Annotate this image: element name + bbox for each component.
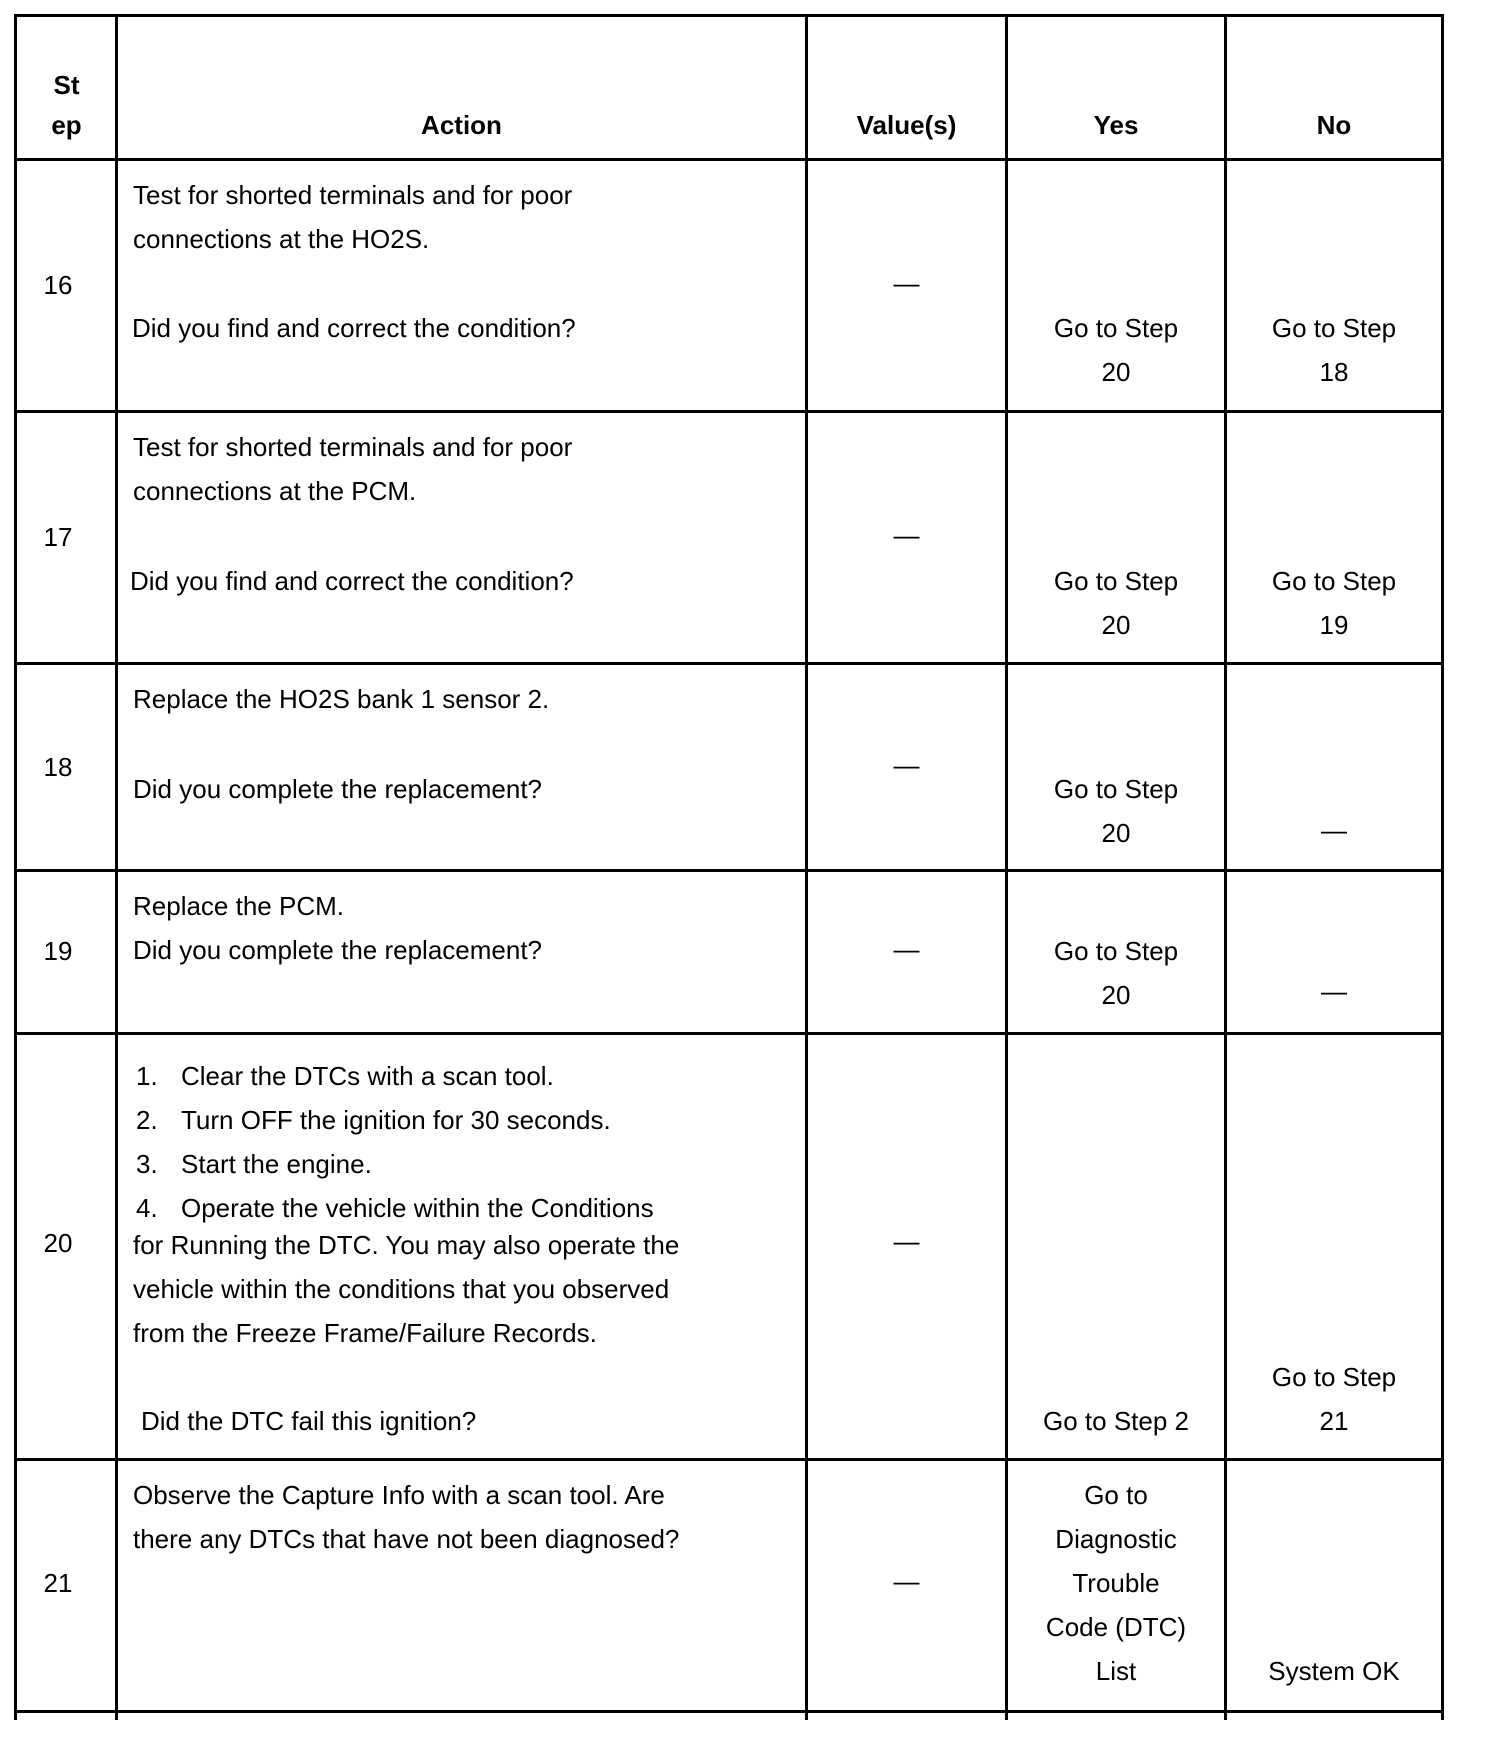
table-border-top xyxy=(14,14,1444,17)
yes-action: Go to Step xyxy=(1053,936,1179,966)
no-dash: — xyxy=(1321,976,1347,1006)
no-action: Go to Step xyxy=(1271,313,1397,343)
yes-action: Trouble xyxy=(1072,1568,1160,1598)
action-question: Did you find and correct the condition? xyxy=(132,313,576,343)
row-divider xyxy=(14,1458,1444,1461)
table-border-right xyxy=(1441,14,1444,1720)
action-text: Replace the PCM. xyxy=(133,891,344,921)
list-item xyxy=(133,1054,793,1098)
yes-action: Go to Step xyxy=(1053,313,1179,343)
action-text: from the Freeze Frame/Failure Records. xyxy=(133,1318,597,1348)
row-divider xyxy=(14,662,1444,665)
yes-action: List xyxy=(1095,1656,1137,1686)
no-action: System OK xyxy=(1268,1656,1400,1686)
value-dash: — xyxy=(893,268,920,298)
list-text: Clear the DTCs with a scan tool. xyxy=(181,1061,554,1091)
action-text: connections at the HO2S. xyxy=(133,224,430,254)
list-item xyxy=(133,1098,793,1142)
no-step: 18 xyxy=(1319,357,1349,387)
yes-step: 20 xyxy=(1101,980,1131,1010)
action-text: connections at the PCM. xyxy=(133,476,417,506)
no-step: 21 xyxy=(1319,1406,1349,1436)
yes-step: 20 xyxy=(1101,818,1131,848)
header-step-line1: St xyxy=(53,70,80,100)
yes-step: 20 xyxy=(1101,357,1131,387)
list-item xyxy=(133,1142,793,1186)
header-no: No xyxy=(1316,110,1352,140)
action-text: vehicle within the conditions that you observed xyxy=(133,1274,670,1304)
numbered-list xyxy=(133,1054,793,1230)
no-action: Go to Step xyxy=(1271,1362,1397,1392)
header-step-line2: ep xyxy=(51,110,82,140)
list-number: 3. xyxy=(136,1149,158,1179)
table-border-left xyxy=(14,14,17,1720)
value-dash: — xyxy=(893,1226,920,1256)
step-number: 18 xyxy=(43,752,73,782)
list-number: 4. xyxy=(136,1193,158,1223)
list-number: 2. xyxy=(136,1105,158,1135)
action-question: Did you complete the replacement? xyxy=(133,774,543,804)
value-dash: — xyxy=(893,750,920,780)
no-step: 19 xyxy=(1319,610,1349,640)
list-number: 1. xyxy=(136,1061,158,1091)
action-question: Did the DTC fail this ignition? xyxy=(141,1406,477,1436)
list-item xyxy=(133,1186,793,1230)
value-dash: — xyxy=(893,934,920,964)
action-question: Did you find and correct the condition? xyxy=(130,566,574,596)
yes-step: 20 xyxy=(1101,610,1131,640)
list-text: Turn OFF the ignition for 30 seconds. xyxy=(181,1105,611,1135)
no-dash: — xyxy=(1321,815,1347,845)
header-values: Value(s) xyxy=(856,110,957,140)
yes-action: Go to Step 2 xyxy=(1043,1406,1189,1436)
action-text: for Running the DTC. You may also operate the xyxy=(133,1230,680,1260)
column-divider xyxy=(115,14,118,1720)
action-text: Test for shorted terminals and for poor xyxy=(133,432,573,462)
step-number: 21 xyxy=(43,1568,73,1598)
yes-action: Code (DTC) xyxy=(1045,1612,1187,1642)
action-text: Replace the HO2S bank 1 sensor 2. xyxy=(133,684,550,714)
action-question: there any DTCs that have not been diagnosed? xyxy=(133,1524,680,1554)
row-divider xyxy=(14,410,1444,413)
column-divider xyxy=(1005,14,1008,1720)
header-yes: Yes xyxy=(1093,110,1139,140)
list-text: Operate the vehicle within the Conditions xyxy=(181,1193,654,1223)
row-divider xyxy=(14,1032,1444,1035)
row-divider xyxy=(14,869,1444,872)
table-border-bottom xyxy=(14,1710,1444,1713)
diagnostic-table xyxy=(14,14,1444,1720)
action-text: Observe the Capture Info with a scan tool. Are xyxy=(133,1480,665,1510)
no-action: Go to Step xyxy=(1271,566,1397,596)
row-divider xyxy=(14,158,1444,161)
step-number: 17 xyxy=(43,522,73,552)
header-action: Action xyxy=(421,110,502,140)
yes-action: Go to Step xyxy=(1053,566,1179,596)
step-number: 16 xyxy=(43,270,73,300)
yes-action: Go to xyxy=(1084,1480,1148,1510)
value-dash: — xyxy=(893,520,920,550)
column-divider xyxy=(1224,14,1227,1720)
step-number: 19 xyxy=(43,936,73,966)
action-question: Did you complete the replacement? xyxy=(133,935,543,965)
list-text: Start the engine. xyxy=(181,1149,372,1179)
value-dash: — xyxy=(893,1566,920,1596)
yes-action: Go to Step xyxy=(1053,774,1179,804)
yes-action: Diagnostic xyxy=(1055,1524,1177,1554)
action-text: Test for shorted terminals and for poor xyxy=(133,180,573,210)
step-number: 20 xyxy=(43,1228,73,1258)
